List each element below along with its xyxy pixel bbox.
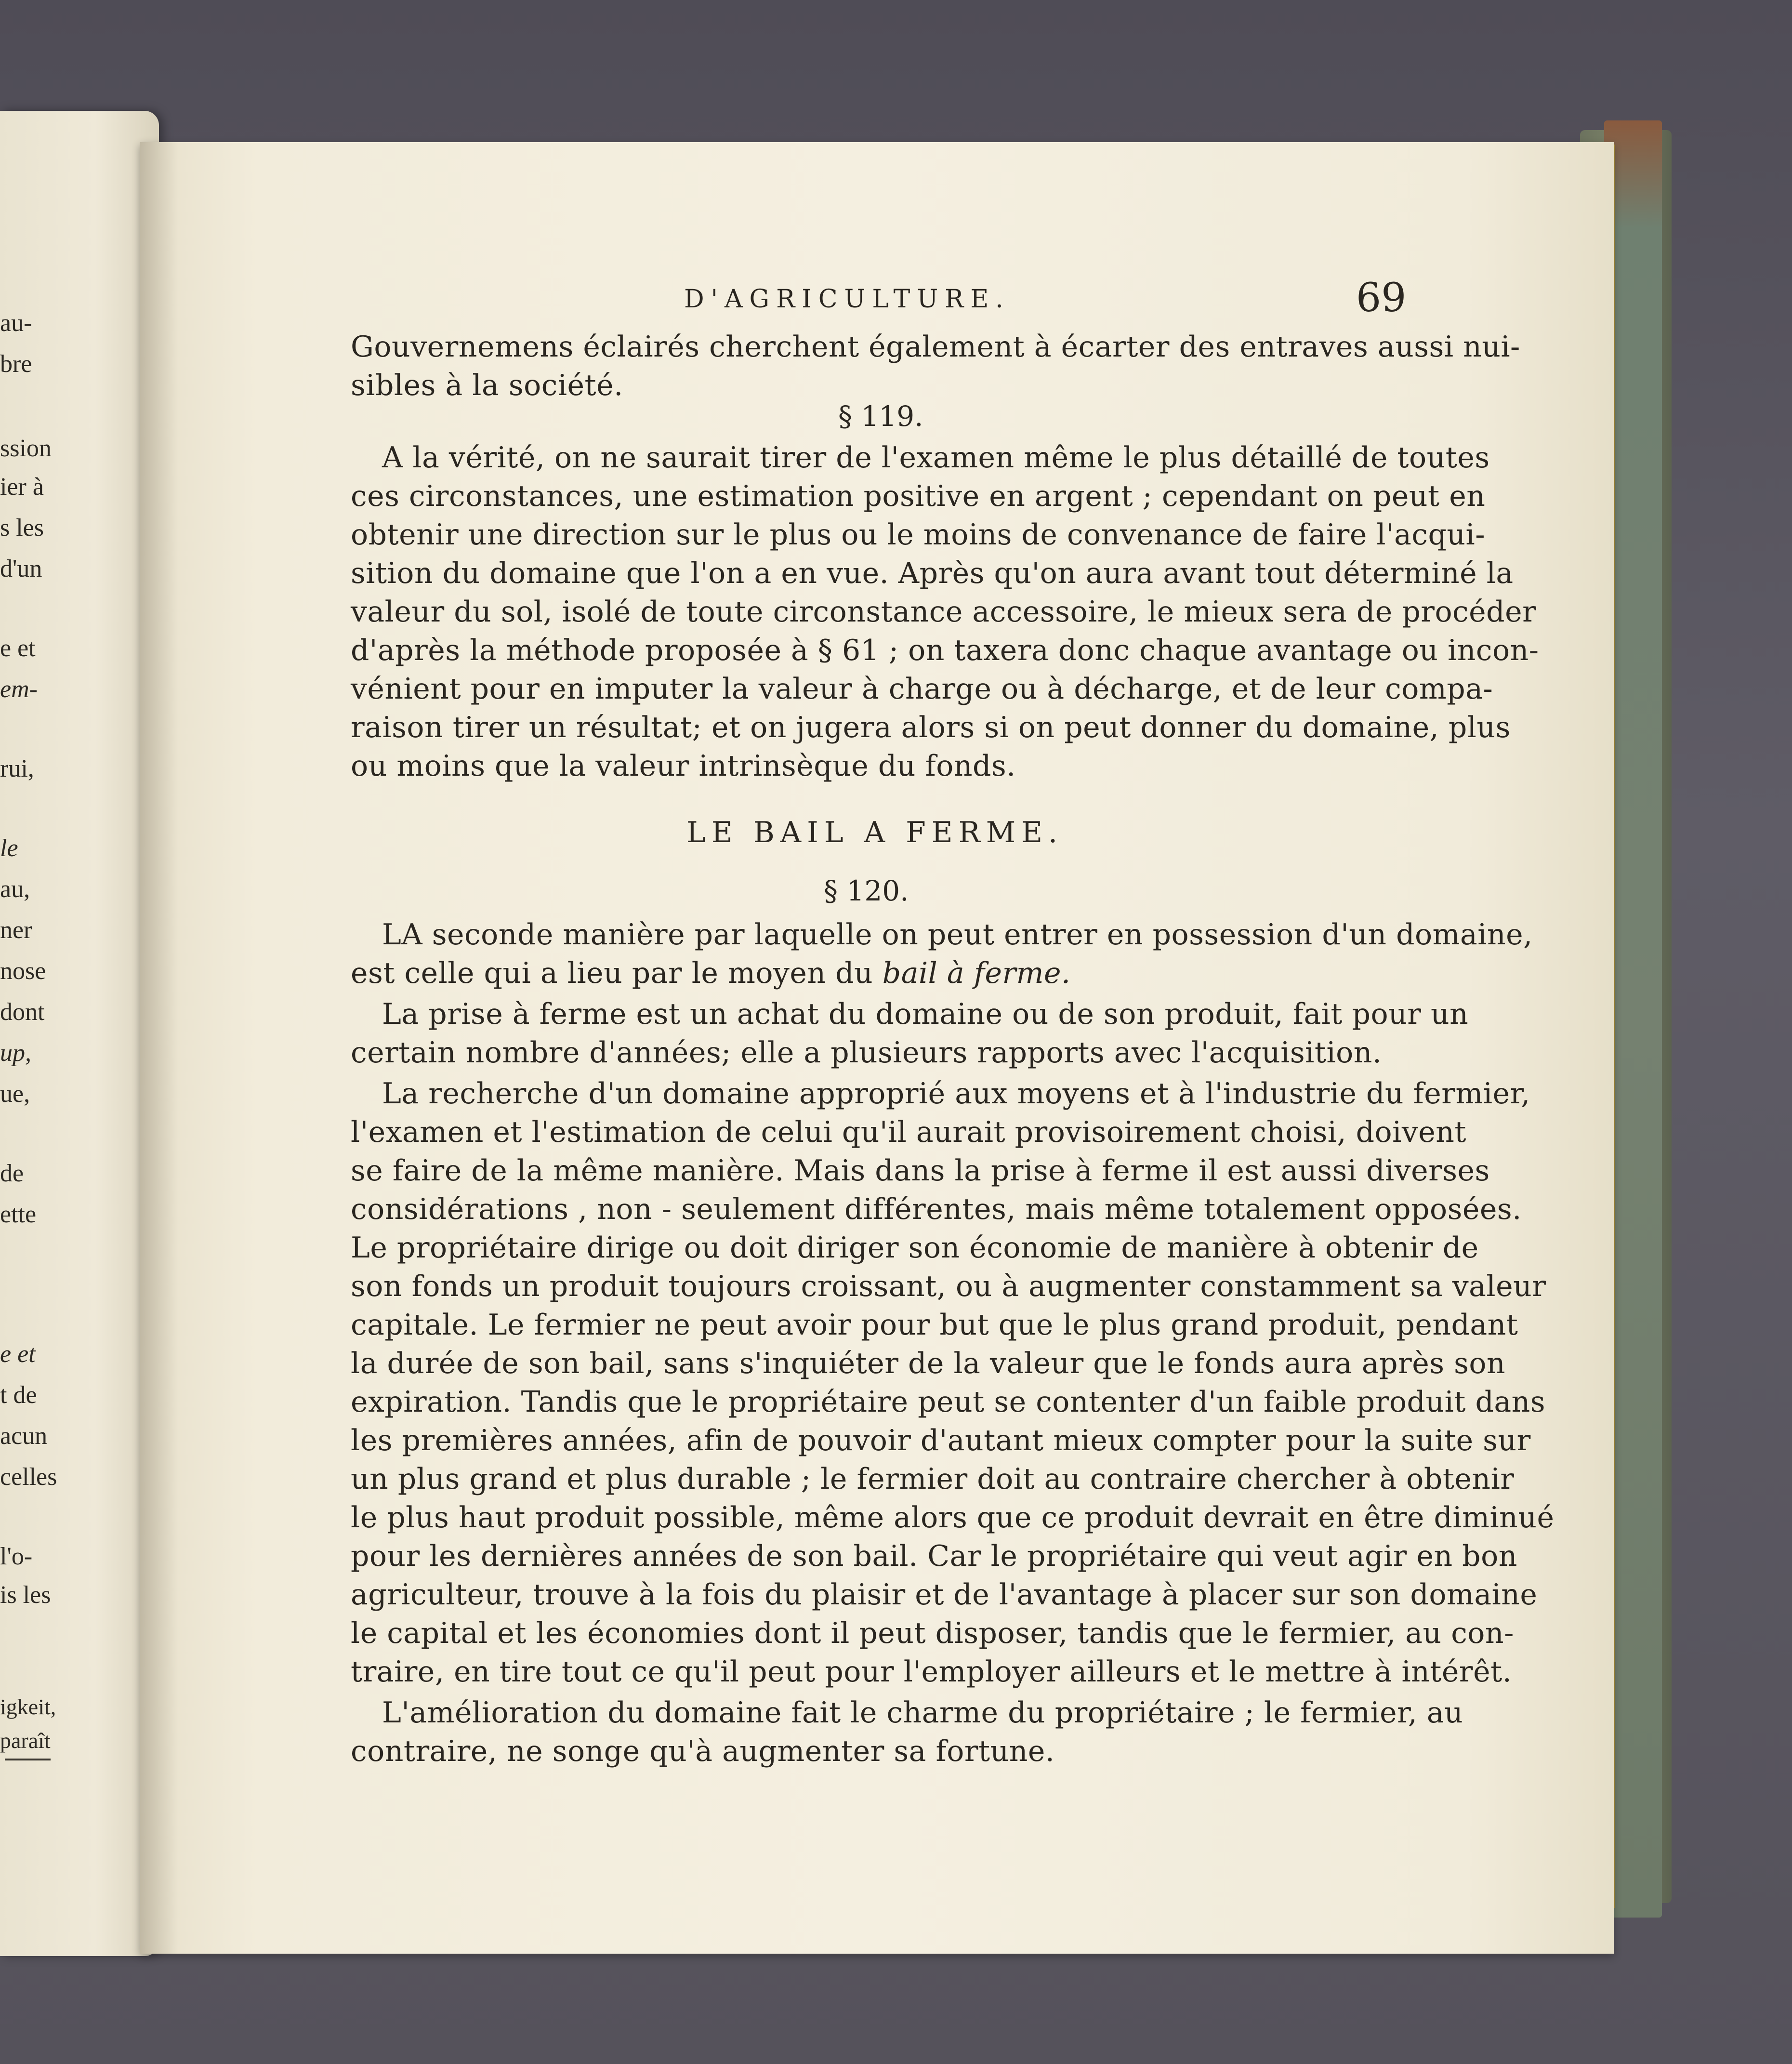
text-line: A la vérité, on ne saurait tirer de l'examen même le plus détaillé de toutes <box>382 441 1490 475</box>
text-line: son fonds un produit toujours croissant, ou à augmenter constamment sa valeur <box>351 1270 1546 1303</box>
text-line: La recherche d'un domaine approprié aux moyens et à l'industrie du fermier, <box>382 1077 1530 1111</box>
left-rule <box>5 1759 51 1760</box>
text-line <box>351 956 1386 990</box>
text-line: pour les dernières années de son bail. Car le propriétaire qui veut agir en bon <box>351 1539 1517 1573</box>
text-segment: est celle qui a lieu par le moyen du <box>351 956 883 990</box>
left-fragment: bre <box>0 350 32 378</box>
text-line: L'amélioration du domaine fait le charme du propriétaire ; le fermier, au <box>382 1696 1463 1730</box>
left-fragment: le <box>0 834 18 862</box>
left-fragment: d'un <box>0 555 42 582</box>
text-line: le capital et les économies dont il peut disposer, tandis que le fermier, au con- <box>351 1616 1514 1650</box>
left-fragment: ier à <box>0 473 44 501</box>
text-line: sition du domaine que l'on a en vue. Après qu'on aura avant tout déterminé la <box>351 556 1514 590</box>
section-mark: § 119. <box>838 400 923 433</box>
left-fragment: de <box>0 1160 24 1187</box>
left-fragment: au, <box>0 875 30 903</box>
left-fragment: celles <box>0 1463 57 1491</box>
left-fragment: acun <box>0 1422 48 1450</box>
text-line: contraire, ne songe qu'à augmenter sa fortune. <box>351 1734 1055 1768</box>
text-line: valeur du sol, isolé de toute circonstance accessoire, le mieux sera de procéder <box>351 595 1537 629</box>
text-line: expiration. Tandis que le propriétaire peut se contenter d'un faible produit dans <box>351 1385 1546 1419</box>
text-line: la durée de son bail, sans s'inquiéter de la valeur que le fonds aura après son <box>351 1347 1506 1380</box>
text-line: d'après la méthode proposée à § 61 ; on taxera donc chaque avantage ou incon- <box>351 634 1539 667</box>
text-line: le plus haut produit possible, même alors que ce produit devrait en être diminué <box>351 1501 1555 1535</box>
left-fragment: e et <box>0 635 36 662</box>
running-head: D'AGRICULTURE. <box>684 285 1010 314</box>
section-heading: LE BAIL A FERME. <box>686 816 1064 849</box>
text-line: La prise à ferme est un achat du domaine ou de son produit, fait pour un <box>382 997 1469 1031</box>
text-line: Gouvernemens éclairés cherchent également à écarter des entraves aussi nui- <box>351 330 1520 364</box>
italic-term: bail à ferme. <box>882 956 1071 990</box>
left-fragment: igkeit, <box>0 1694 56 1719</box>
text-line: considérations , non - seulement différentes, mais même totalement opposées. <box>351 1192 1522 1226</box>
text-line: traire, en tire tout ce qu'il peut pour l'employer ailleurs et le mettre à intérêt. <box>351 1655 1512 1689</box>
left-fragment: rui, <box>0 755 34 782</box>
left-fragment: t de <box>0 1381 37 1409</box>
left-fragment: is les <box>0 1581 51 1609</box>
left-fragment: au- <box>0 309 32 337</box>
text-line: raison tirer un résultat; et on jugera alors si on peut donner du domaine, plus <box>351 711 1511 744</box>
text-line: ces circonstances, une estimation positive en argent ; cependant on peut en <box>351 479 1486 513</box>
left-fragment: ette <box>0 1201 37 1228</box>
text-line: LA seconde manière par laquelle on peut entrer en possession d'un domaine, <box>382 918 1533 952</box>
left-fragment: ue, <box>0 1080 30 1108</box>
left-fragment: ner <box>0 916 32 944</box>
text-line: vénient pour en imputer la valeur à charge ou à décharge, et de leur compa- <box>351 672 1493 706</box>
text-line: se faire de la même manière. Mais dans la prise à ferme il est aussi diverses <box>351 1154 1490 1188</box>
text-line: les premières années, afin de pouvoir d'autant mieux compter pour la suite sur <box>351 1424 1531 1457</box>
left-fragment: s les <box>0 514 44 542</box>
left-fragment: l'o- <box>0 1543 33 1570</box>
text-line: obtenir une direction sur le plus ou le moins de convenance de faire l'acqui- <box>351 518 1486 552</box>
left-fragment: nose <box>0 957 46 985</box>
section-mark: § 120. <box>824 874 909 907</box>
text-line: sibles à la société. <box>351 369 623 402</box>
left-fragment: dont <box>0 998 45 1026</box>
left-fragment: e et <box>0 1340 36 1368</box>
left-fragment: up, <box>0 1039 31 1067</box>
text-line: capitale. Le fermier ne peut avoir pour but que le plus grand produit, pendant <box>351 1308 1518 1342</box>
left-fragment: paraît <box>0 1728 51 1753</box>
page-number: 69 <box>1356 275 1407 321</box>
left-fragment: ssion <box>0 435 52 462</box>
text-line: agriculteur, trouve à la fois du plaisir et de l'avantage à placer sur son domaine <box>351 1578 1538 1612</box>
text-line: ou moins que la valeur intrinsèque du fonds. <box>351 749 1016 783</box>
text-line: l'examen et l'estimation de celui qu'il aurait provisoirement choisi, doivent <box>351 1115 1467 1149</box>
left-page <box>0 111 159 1956</box>
text-line: certain nombre d'années; elle a plusieurs rapports avec l'acquisition. <box>351 1036 1382 1070</box>
gutter-shadow <box>140 142 178 1954</box>
text-line: Le propriétaire dirige ou doit diriger son économie de manière à obtenir de <box>351 1231 1479 1265</box>
text-line: un plus grand et plus durable ; le fermier doit au contraire chercher à obtenir <box>351 1462 1515 1496</box>
left-fragment: em- <box>0 675 38 703</box>
